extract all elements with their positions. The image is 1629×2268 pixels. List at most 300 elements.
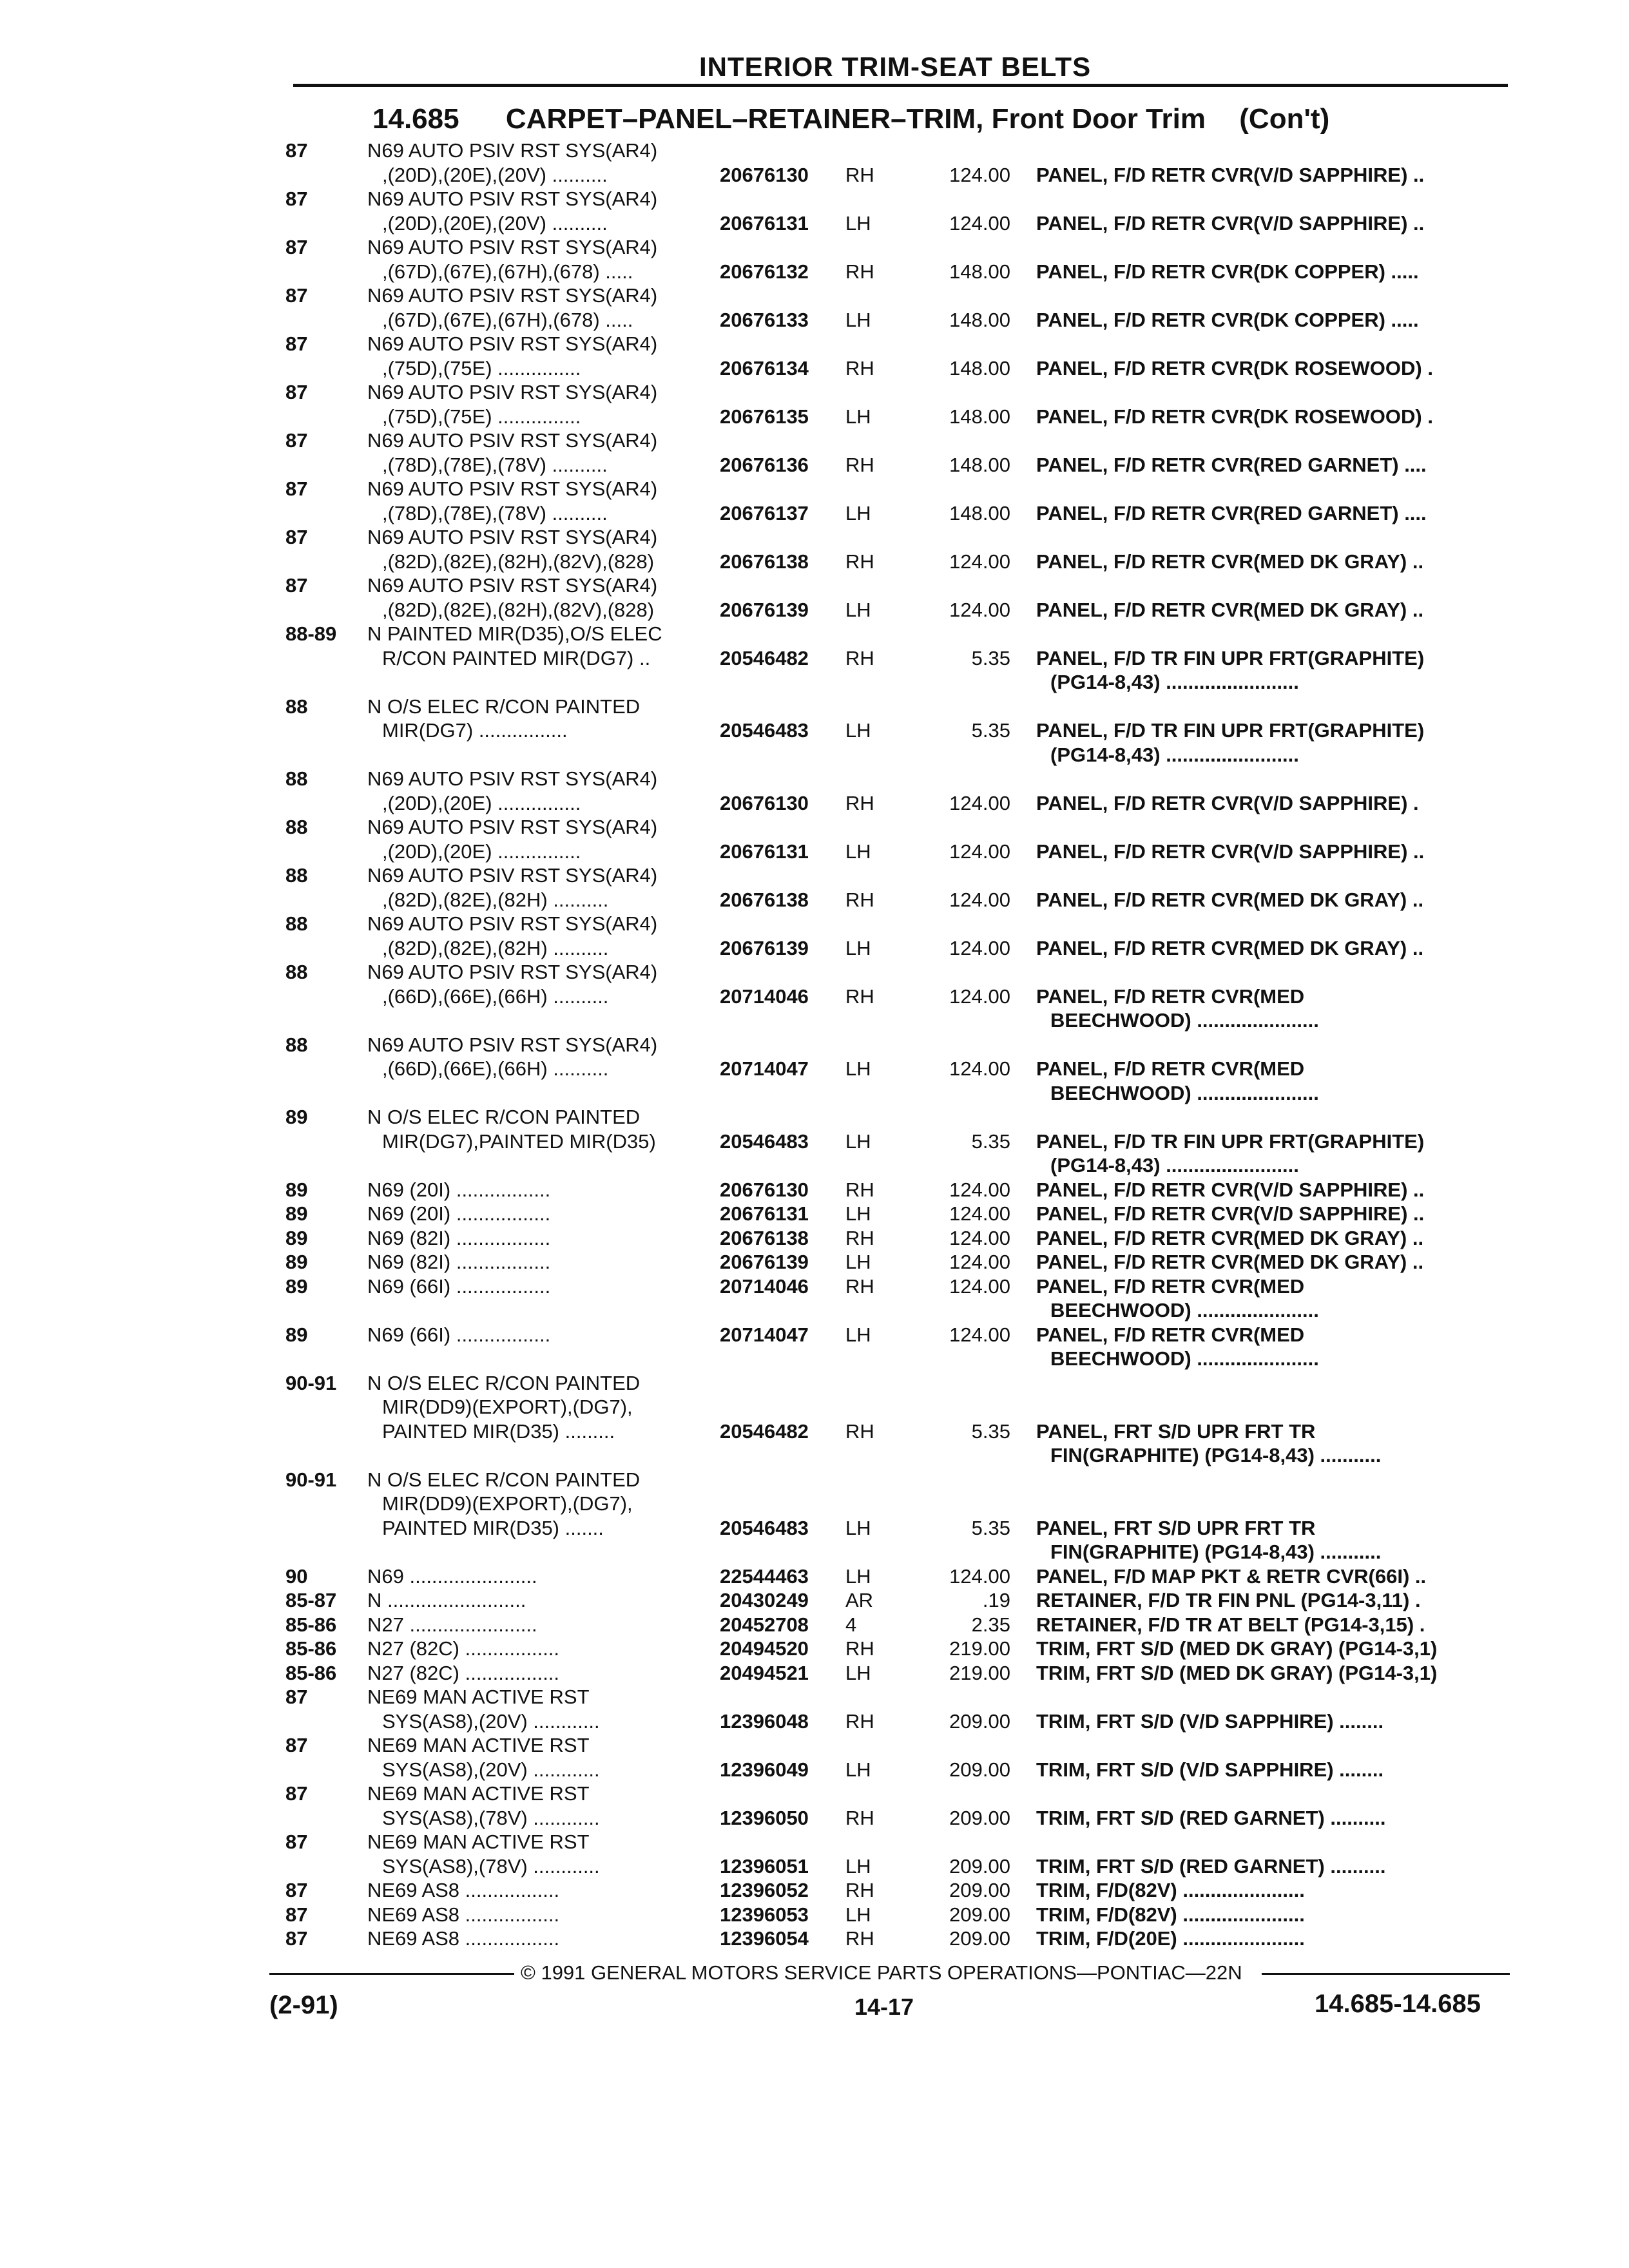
parts-entry	[0, 1178, 1629, 1202]
parts-entry	[0, 1782, 1629, 1830]
price: 148.00	[949, 260, 1010, 283]
usage-description: R/CON PAINTED MIR(DG7) ..	[382, 646, 651, 669]
side-code: RH	[845, 985, 874, 1008]
entry-line	[0, 646, 1629, 671]
part-description: TRIM, FRT S/D (MED DK GRAY) (PG14-3,1)	[1036, 1637, 1438, 1660]
entry-line	[0, 960, 1629, 985]
entry-line	[0, 1613, 1629, 1637]
side-code: LH	[845, 1661, 871, 1684]
entry-line	[0, 1105, 1629, 1129]
part-description: FIN(GRAPHITE) (PG14-8,43) ...........	[1050, 1444, 1382, 1466]
side-code: RH	[845, 791, 874, 814]
part-number: 20676131	[720, 211, 809, 235]
entry-line	[0, 1250, 1629, 1274]
entry-line	[0, 332, 1629, 356]
usage-description: N69 AUTO PSIV RST SYS(AR4)	[367, 381, 658, 403]
price: 209.00	[949, 1806, 1010, 1829]
section-number: 14.685	[372, 103, 459, 135]
side-code: LH	[845, 1323, 871, 1346]
usage-description: N69 (82I) .................	[367, 1226, 551, 1249]
side-code: LH	[845, 1129, 871, 1153]
entry-line	[0, 501, 1629, 526]
part-number: 20676135	[720, 405, 809, 428]
usage-description: ,(20D),(20E) ...............	[382, 791, 581, 814]
side-code: RH	[845, 1419, 874, 1443]
price: 124.00	[949, 1564, 1010, 1588]
part-number: 20430249	[720, 1589, 809, 1611]
part-description: BEECHWOOD) ......................	[1050, 1347, 1319, 1370]
side-code: LH	[845, 1854, 871, 1878]
entry-line	[0, 1057, 1629, 1081]
side-code: RH	[845, 1274, 874, 1298]
usage-description: ,(82D),(82E),(82H),(82V),(828)	[382, 598, 655, 621]
entry-line	[0, 1758, 1629, 1782]
usage-description: N69 AUTO PSIV RST SYS(AR4)	[367, 429, 658, 452]
usage-description: ,(82D),(82E),(82H) ..........	[382, 936, 609, 959]
ref-number: 88-89	[285, 622, 337, 645]
part-number: 20676136	[720, 453, 809, 476]
entry-line	[0, 284, 1629, 308]
entry-line	[0, 260, 1629, 284]
parts-entry	[0, 1685, 1629, 1733]
usage-description: ,(20D),(20E) ...............	[382, 840, 581, 863]
ref-number: 87	[285, 284, 308, 307]
ref-number: 89	[285, 1323, 308, 1346]
part-description: TRIM, FRT S/D (V/D SAPPHIRE) ........	[1036, 1758, 1384, 1781]
ref-number: 89	[285, 1226, 308, 1249]
usage-description: N69 AUTO PSIV RST SYS(AR4)	[367, 961, 658, 983]
part-description: PANEL, F/D TR FIN UPR FRT(GRAPHITE)	[1036, 1129, 1425, 1153]
price: 5.35	[971, 646, 1010, 669]
usage-description: N69 (20I) .................	[367, 1202, 551, 1225]
entry-line	[0, 1226, 1629, 1251]
entry-line	[0, 1202, 1629, 1226]
entry-line	[0, 550, 1629, 574]
part-description: PANEL, F/D RETR CVR(RED GARNET) ....	[1036, 453, 1427, 476]
parts-entry	[0, 1371, 1629, 1468]
part-number: 12396050	[720, 1806, 809, 1829]
side-code: RH	[845, 1178, 874, 1201]
price: 148.00	[949, 308, 1010, 331]
entry-line	[0, 1323, 1629, 1347]
part-number: 20676137	[720, 501, 809, 524]
usage-description: ,(82D),(82E),(82H) ..........	[382, 888, 609, 911]
part-description: BEECHWOOD) ......................	[1050, 1009, 1319, 1032]
usage-description: N69 AUTO PSIV RST SYS(AR4)	[367, 864, 658, 887]
usage-description: N69 (82I) .................	[367, 1251, 551, 1273]
ref-number: 87	[285, 381, 308, 403]
usage-description: ,(75D),(75E) ...............	[382, 405, 581, 428]
side-code: LH	[845, 308, 871, 331]
side-code: LH	[845, 840, 871, 863]
ref-number: 89	[285, 1274, 308, 1298]
part-description: PANEL, F/D RETR CVR(DK ROSEWOOD) .	[1036, 356, 1433, 380]
entry-line	[0, 1709, 1629, 1734]
parts-entry	[0, 139, 1629, 187]
part-description: TRIM, FRT S/D (MED DK GRAY) (PG14-3,1)	[1036, 1661, 1438, 1684]
side-code: RH	[845, 1879, 874, 1901]
entry-line	[0, 139, 1629, 163]
usage-description: N69 AUTO PSIV RST SYS(AR4)	[367, 912, 658, 935]
part-description: PANEL, F/D RETR CVR(MED DK GRAY) ..	[1036, 1226, 1424, 1249]
price: 209.00	[949, 1709, 1010, 1733]
parts-entry	[0, 573, 1629, 622]
price: 209.00	[949, 1903, 1010, 1926]
usage-description: N O/S ELEC R/CON PAINTED	[367, 1371, 641, 1394]
entry-line	[0, 840, 1629, 864]
entry-line	[0, 1081, 1629, 1106]
price: 148.00	[949, 356, 1010, 380]
footer-copyright: © 1991 GENERAL MOTORS SERVICE PARTS OPERATIONS—PONTIAC—22N	[521, 1961, 1242, 1984]
footer-date: (2-91)	[269, 1991, 338, 2019]
parts-entry	[0, 525, 1629, 573]
side-code: RH	[845, 1226, 874, 1249]
price: 148.00	[949, 501, 1010, 524]
part-number: 12396048	[720, 1709, 809, 1733]
usage-description: ,(78D),(78E),(78V) ..........	[382, 501, 608, 524]
usage-description: N27 (82C) .................	[367, 1637, 560, 1660]
usage-description: N69 AUTO PSIV RST SYS(AR4)	[367, 1033, 658, 1056]
usage-description: N69 (20I) .................	[367, 1178, 551, 1201]
usage-description: ,(67D),(67E),(67H),(678) .....	[382, 260, 633, 283]
ref-number: 87	[285, 1879, 308, 1901]
price: 124.00	[949, 211, 1010, 235]
part-description: PANEL, F/D TR FIN UPR FRT(GRAPHITE)	[1036, 646, 1425, 669]
price: 209.00	[949, 1927, 1010, 1950]
entry-line	[0, 1661, 1629, 1686]
page-number: 14-17	[854, 1994, 914, 2020]
entry-line	[0, 1685, 1629, 1709]
price: 148.00	[949, 405, 1010, 428]
usage-description: N69 AUTO PSIV RST SYS(AR4)	[367, 187, 658, 210]
part-number: 20676130	[720, 163, 809, 186]
parts-entry	[0, 1202, 1629, 1226]
entry-line	[0, 670, 1629, 695]
entry-line	[0, 1878, 1629, 1903]
part-description: PANEL, F/D RETR CVR(MED DK GRAY) ..	[1036, 936, 1424, 959]
parts-entry	[0, 1226, 1629, 1251]
entry-line	[0, 912, 1629, 936]
part-description: RETAINER, F/D TR FIN PNL (PG14-3,11) .	[1036, 1589, 1421, 1611]
entry-line	[0, 428, 1629, 453]
part-description: PANEL, F/D RETR CVR(DK COPPER) .....	[1036, 260, 1419, 283]
part-number: 20676139	[720, 936, 809, 959]
side-code: LH	[845, 1564, 871, 1588]
usage-description: PAINTED MIR(D35) .......	[382, 1516, 604, 1539]
ref-number: 88	[285, 912, 308, 935]
usage-description: N O/S ELEC R/CON PAINTED	[367, 1106, 641, 1128]
entry-line	[0, 477, 1629, 501]
parts-entry	[0, 332, 1629, 380]
part-description: PANEL, F/D RETR CVR(MED DK GRAY) ..	[1036, 888, 1424, 911]
part-description: (PG14-8,43) ........................	[1050, 743, 1299, 766]
part-description: TRIM, F/D(20E) ......................	[1036, 1927, 1305, 1950]
ref-number: 85-86	[285, 1637, 337, 1660]
part-description: FIN(GRAPHITE) (PG14-8,43) ...........	[1050, 1541, 1382, 1563]
part-number: 20676133	[720, 308, 809, 331]
entry-line	[0, 1371, 1629, 1396]
parts-entry	[0, 235, 1629, 284]
part-number: 20676138	[720, 888, 809, 911]
entry-line	[0, 695, 1629, 719]
ref-number: 87	[285, 236, 308, 258]
part-number: 20676132	[720, 260, 809, 283]
part-number: 20546482	[720, 1419, 809, 1443]
usage-description: MIR(DD9)(EXPORT),(DG7),	[382, 1492, 633, 1515]
ref-number: 89	[285, 1178, 308, 1201]
entry-line	[0, 863, 1629, 888]
price: 148.00	[949, 453, 1010, 476]
side-code: LH	[845, 501, 871, 524]
usage-description: N69 .......................	[367, 1564, 537, 1588]
side-code: RH	[845, 1806, 874, 1829]
usage-description: N69 AUTO PSIV RST SYS(AR4)	[367, 236, 658, 258]
entry-line	[0, 1178, 1629, 1202]
parts-entry	[0, 1878, 1629, 1903]
footer-rule-right	[1262, 1973, 1510, 1975]
parts-entry	[0, 380, 1629, 428]
parts-entry	[0, 477, 1629, 525]
part-description: RETAINER, F/D TR AT BELT (PG14-3,15) .	[1036, 1613, 1425, 1636]
usage-description: N69 AUTO PSIV RST SYS(AR4)	[367, 332, 658, 355]
footer-rule-left	[269, 1973, 514, 1975]
side-code: RH	[845, 260, 874, 283]
entry-line	[0, 1733, 1629, 1758]
parts-entry	[0, 1661, 1629, 1686]
usage-description: ,(78D),(78E),(78V) ..........	[382, 453, 608, 476]
section-heading	[372, 103, 1368, 135]
ref-number: 85-86	[285, 1613, 337, 1636]
entry-line	[0, 1274, 1629, 1299]
ref-number: 87	[285, 139, 308, 162]
price: 124.00	[949, 1274, 1010, 1298]
parts-entry	[0, 815, 1629, 863]
usage-description: SYS(AS8),(20V) ............	[382, 1758, 600, 1781]
ref-number: 90	[285, 1564, 308, 1588]
price: 209.00	[949, 1879, 1010, 1901]
price: 124.00	[949, 1226, 1010, 1249]
ref-number: 88	[285, 767, 308, 790]
side-code: RH	[845, 163, 874, 186]
parts-entry	[0, 1903, 1629, 1927]
section-continued: (Con't)	[1239, 103, 1330, 135]
usage-description: NE69 AS8 .................	[367, 1927, 560, 1950]
part-description: PANEL, F/D RETR CVR(MED DK GRAY) ..	[1036, 1251, 1424, 1273]
ref-number: 90-91	[285, 1468, 337, 1491]
ref-number: 87	[285, 1927, 308, 1950]
usage-description: N69 AUTO PSIV RST SYS(AR4)	[367, 477, 658, 500]
price: 124.00	[949, 936, 1010, 959]
usage-description: N69 AUTO PSIV RST SYS(AR4)	[367, 574, 658, 597]
usage-description: NE69 AS8 .................	[367, 1879, 560, 1901]
part-number: 20676139	[720, 1251, 809, 1273]
ref-number: 88	[285, 1033, 308, 1056]
price: 124.00	[949, 1323, 1010, 1346]
side-code: LH	[845, 1251, 871, 1273]
entry-line	[0, 1830, 1629, 1854]
side-code: RH	[845, 1709, 874, 1733]
part-number: 12396049	[720, 1758, 809, 1781]
entry-line	[0, 1492, 1629, 1516]
parts-entry	[0, 1250, 1629, 1274]
entry-line	[0, 1540, 1629, 1564]
ref-number: 87	[285, 1734, 308, 1756]
entry-line	[0, 1298, 1629, 1323]
price: 209.00	[949, 1758, 1010, 1781]
part-number: 22544463	[720, 1564, 809, 1588]
part-number: 20714047	[720, 1323, 809, 1346]
part-number: 20676139	[720, 598, 809, 621]
header-rule	[293, 84, 1508, 87]
parts-entry	[0, 863, 1629, 912]
ref-number: 85-86	[285, 1661, 337, 1684]
entry-line	[0, 1468, 1629, 1492]
usage-description: NE69 MAN ACTIVE RST	[367, 1734, 590, 1756]
side-code: RH	[845, 888, 874, 911]
price: 219.00	[949, 1661, 1010, 1684]
entry-line	[0, 1637, 1629, 1661]
part-number: 20546483	[720, 719, 809, 742]
ref-number: 85-87	[285, 1589, 337, 1611]
usage-description: ,(67D),(67E),(67H),(678) .....	[382, 308, 633, 331]
parts-entry	[0, 187, 1629, 235]
ref-number: 87	[285, 1903, 308, 1926]
price: 124.00	[949, 985, 1010, 1008]
price: 5.35	[971, 719, 1010, 742]
entry-line	[0, 235, 1629, 260]
ref-number: 89	[285, 1106, 308, 1128]
part-number: 12396052	[720, 1879, 809, 1901]
part-description: BEECHWOOD) ......................	[1050, 1081, 1319, 1104]
price: 2.35	[971, 1613, 1010, 1636]
part-description: PANEL, F/D RETR CVR(V/D SAPPHIRE) ..	[1036, 1178, 1425, 1201]
entry-line	[0, 936, 1629, 961]
price: 124.00	[949, 550, 1010, 573]
usage-description: NE69 MAN ACTIVE RST	[367, 1831, 590, 1853]
section-title: CARPET–PANEL–RETAINER–TRIM, Front Door Trim	[505, 103, 1206, 135]
usage-description: PAINTED MIR(D35) .........	[382, 1419, 615, 1443]
part-number: 20546483	[720, 1129, 809, 1153]
entry-line	[0, 791, 1629, 816]
ref-number: 87	[285, 526, 308, 548]
ref-number: 87	[285, 429, 308, 452]
parts-list	[0, 139, 1629, 1951]
entry-line	[0, 767, 1629, 791]
part-description: PANEL, F/D RETR CVR(V/D SAPPHIRE) ..	[1036, 840, 1425, 863]
usage-description: MIR(DG7),PAINTED MIR(D35)	[382, 1129, 656, 1153]
side-code: LH	[845, 1903, 871, 1926]
ref-number: 89	[285, 1202, 308, 1225]
parts-entry	[0, 960, 1629, 1033]
part-description: (PG14-8,43) ........................	[1050, 671, 1299, 693]
entry-line	[0, 743, 1629, 767]
side-code: 4	[845, 1613, 857, 1636]
part-number: 12396051	[720, 1854, 809, 1878]
part-description: PANEL, F/D RETR CVR(V/D SAPPHIRE) ..	[1036, 1202, 1425, 1225]
entry-line	[0, 622, 1629, 646]
side-code: LH	[845, 211, 871, 235]
usage-description: N69 AUTO PSIV RST SYS(AR4)	[367, 526, 658, 548]
entry-line	[0, 1008, 1629, 1033]
entry-line	[0, 888, 1629, 912]
parts-entry	[0, 1033, 1629, 1106]
part-description: PANEL, FRT S/D UPR FRT TR	[1036, 1419, 1316, 1443]
usage-description: N27 (82C) .................	[367, 1661, 560, 1684]
part-description: TRIM, FRT S/D (V/D SAPPHIRE) ........	[1036, 1709, 1384, 1733]
entry-line	[0, 985, 1629, 1009]
parts-entry	[0, 1468, 1629, 1564]
entry-line	[0, 1419, 1629, 1444]
price: 5.35	[971, 1516, 1010, 1539]
entry-line	[0, 1129, 1629, 1154]
price: 124.00	[949, 888, 1010, 911]
part-description: PANEL, F/D RETR CVR(DK COPPER) .....	[1036, 308, 1419, 331]
entry-line	[0, 308, 1629, 332]
price: 124.00	[949, 840, 1010, 863]
usage-description: N69 AUTO PSIV RST SYS(AR4)	[367, 284, 658, 307]
entry-line	[0, 1395, 1629, 1419]
price: 219.00	[949, 1637, 1010, 1660]
entry-line	[0, 815, 1629, 840]
price: .19	[982, 1589, 1010, 1611]
usage-description: ,(20D),(20E),(20V) ..........	[382, 211, 608, 235]
side-code: RH	[845, 1927, 874, 1950]
part-description: TRIM, F/D(82V) ......................	[1036, 1879, 1305, 1901]
parts-entry	[0, 1637, 1629, 1661]
side-code: RH	[845, 453, 874, 476]
part-number: 20452708	[720, 1613, 809, 1636]
part-number: 20546483	[720, 1516, 809, 1539]
ref-number: 87	[285, 477, 308, 500]
ref-number: 87	[285, 574, 308, 597]
side-code: LH	[845, 1057, 871, 1080]
side-code: LH	[845, 1202, 871, 1225]
part-description: TRIM, F/D(82V) ......................	[1036, 1903, 1305, 1926]
usage-description: MIR(DD9)(EXPORT),(DG7),	[382, 1396, 633, 1418]
usage-description: ,(20D),(20E),(20V) ..........	[382, 163, 608, 186]
part-description: BEECHWOOD) ......................	[1050, 1299, 1319, 1321]
parts-entry	[0, 1105, 1629, 1178]
ref-number: 87	[285, 187, 308, 210]
part-number: 20494520	[720, 1637, 809, 1660]
parts-entry	[0, 767, 1629, 815]
part-number: 12396054	[720, 1927, 809, 1950]
entry-line	[0, 187, 1629, 211]
part-number: 20494521	[720, 1661, 809, 1684]
side-code: RH	[845, 550, 874, 573]
entry-line	[0, 573, 1629, 598]
usage-description: NE69 MAN ACTIVE RST	[367, 1782, 590, 1805]
ref-number: 87	[285, 1831, 308, 1853]
parts-entry	[0, 1588, 1629, 1613]
parts-entry	[0, 1323, 1629, 1371]
part-description: (PG14-8,43) ........................	[1050, 1154, 1299, 1177]
part-description: PANEL, F/D RETR CVR(DK ROSEWOOD) .	[1036, 405, 1433, 428]
price: 5.35	[971, 1129, 1010, 1153]
ref-number: 90-91	[285, 1371, 337, 1394]
price: 5.35	[971, 1419, 1010, 1443]
part-description: PANEL, F/D RETR CVR(MED DK GRAY) ..	[1036, 550, 1424, 573]
usage-description: ,(66D),(66E),(66H) ..........	[382, 1057, 609, 1080]
entry-line	[0, 163, 1629, 187]
part-number: 20676131	[720, 840, 809, 863]
entry-line	[0, 1927, 1629, 1951]
part-description: TRIM, FRT S/D (RED GARNET) ..........	[1036, 1806, 1386, 1829]
part-number: 20714046	[720, 1274, 809, 1298]
part-number: 20676138	[720, 550, 809, 573]
part-number: 12396053	[720, 1903, 809, 1926]
price: 124.00	[949, 598, 1010, 621]
